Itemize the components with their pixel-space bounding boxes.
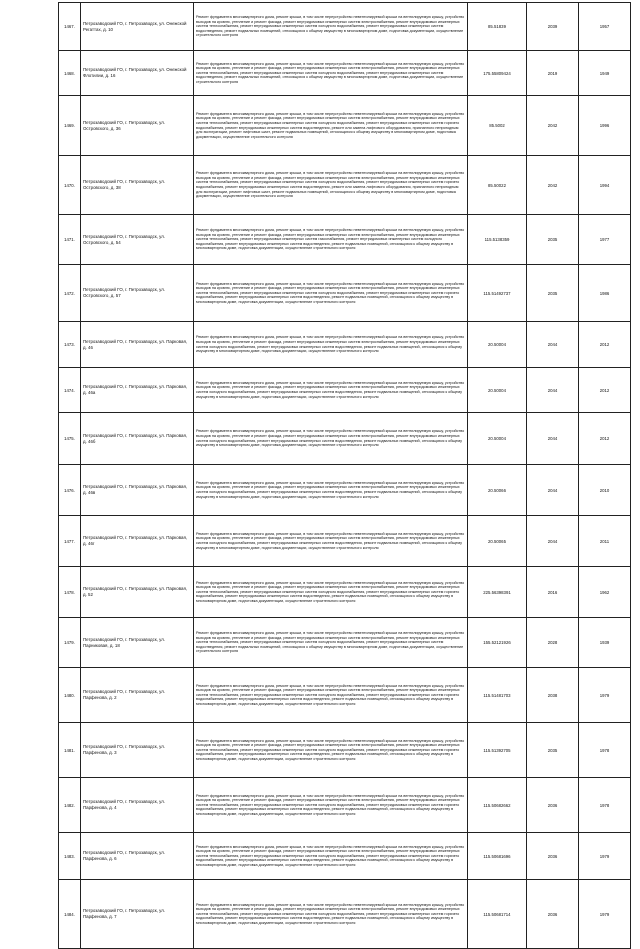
- row-number: 1475.: [59, 413, 81, 465]
- row-address: Петрозаводский ГО, г. Петрозаводск, ул. Парфенова, д. 4: [81, 778, 194, 833]
- row-plan-year: 2035: [527, 265, 579, 322]
- row-works-list: Ремонт фундамента многоквартирного дома, ремонт крыши, в том числе переустройство невентилируемой крыши на вентилируемую крышу, устройство выходов на кровлю, утепление и ремонт фасада, ремонт внутридомовых инженерных систем электроснабжения, ремонт внутридомовых инженерных систем теплоснабжения, ремонт внутридомовых инженерных систем холодного водоснабжения, ремонт внутридомовых инженерных систем горячего водоснабжения, ремонт внутридомовых инженерных систем водоотведения, ремонт подвальных помещений, относящихся к общему имуществу в многоквартирном доме, подготовка документации, осуществление строительного контроля: [194, 778, 468, 833]
- row-works-list: Ремонт фундамента многоквартирного дома, ремонт крыши, в том числе переустройство невентилируемой крыши на вентилируемую крышу, устройство выходов на кровлю, утепление и ремонт фасада, ремонт внутридомовых инженерных систем электроснабжения, ремонт внутридомовых инженерных систем холодного водоснабжения, ремонт внутридомовых инженерных систем водоотведения, ремонт подвальных помещений, относящихся к общему имуществу в многоквартирном доме, подготовка документации, осуществление строительного контроля: [194, 368, 468, 413]
- row-works-list: Ремонт фундамента многоквартирного дома, ремонт крыши, в том числе переустройство невентилируемой крыши на вентилируемую крышу, устройство выходов на кровлю, утепление и ремонт фасада, ремонт внутридомовых инженерных систем электроснабжения, ремонт внутридомовых инженерных систем теплоснабжения, ремонт внутридомовых инженерных систем холодного водоснабжения, ремонт внутридомовых инженерных систем горячего водоснабжения, ремонт внутридомовых инженерных систем водоотведения, ремонт подвальных помещений, относящихся к общему имуществу в многоквартирном доме, подготовка документации, осуществление строительного контроля: [194, 265, 468, 322]
- row-build-year: 1957: [579, 3, 631, 51]
- row-address: Петрозаводский ГО, г. Петрозаводск, ул. Онежской Флотилии, д. 16: [81, 51, 194, 96]
- table-row: [59, 778, 631, 833]
- table-row: [59, 516, 631, 567]
- row-build-year: 1978: [579, 778, 631, 833]
- row-number: 1473.: [59, 322, 81, 368]
- row-address: Петрозаводский ГО, г. Петрозаводск, ул. Парковая, д. 46: [81, 322, 194, 368]
- table-row: [59, 567, 631, 618]
- row-build-year: 1994: [579, 156, 631, 215]
- row-number: 1468.: [59, 51, 81, 96]
- table-row: [59, 322, 631, 368]
- row-number: 1467.: [59, 3, 81, 51]
- table-row: [59, 265, 631, 322]
- row-build-year: 1978: [579, 723, 631, 778]
- row-works-list: Ремонт фундамента многоквартирного дома, ремонт крыши, в том числе переустройство невентилируемой крыши на вентилируемую крышу, устройство выходов на кровлю, утепление и ремонт фасада, ремонт внутридомовых инженерных систем электроснабжения, ремонт внутридомовых инженерных систем холодного водоснабжения, ремонт внутридомовых инженерных систем водоотведения, ремонт подвальных помещений, относящихся к общему имуществу в многоквартирном доме, подготовка документации, осуществление строительного контроля: [194, 322, 468, 368]
- row-plan-year: 2019: [527, 51, 579, 96]
- row-cost: 20.50004: [468, 322, 527, 368]
- row-plan-year: 2036: [527, 880, 579, 949]
- register-body: [59, 3, 631, 949]
- row-works-list: Ремонт фундамента многоквартирного дома, ремонт крыши, в том числе переустройство невентилируемой крыши на вентилируемую крышу, устройство выходов на кровлю, утепление и ремонт фасада, ремонт внутридомовых инженерных систем электроснабжения, ремонт внутридомовых инженерных систем холодного водоснабжения, ремонт внутридомовых инженерных систем водоотведения, ремонт подвальных помещений, относящихся к общему имуществу в многоквартирном доме, подготовка документации, осуществление строительного контроля: [194, 413, 468, 465]
- row-plan-year: 2042: [527, 96, 579, 156]
- row-cost: 115.5138359: [468, 215, 527, 265]
- row-address: Петрозаводский ГО, г. Петрозаводск, ул. Островского, д. 54: [81, 215, 194, 265]
- row-number: 1479.: [59, 618, 81, 668]
- row-plan-year: 2044: [527, 413, 579, 465]
- row-number: 1472.: [59, 265, 81, 322]
- row-works-list: Ремонт фундамента многоквартирного дома, ремонт крыши, в том числе переустройство невентилируемой крыши на вентилируемую крышу, устройство выходов на кровлю, утепление и ремонт фасада, ремонт внутридомовых инженерных систем электроснабжения, ремонт внутридомовых инженерных систем теплоснабжения, ремонт внутридомовых инженерных систем холодного водоснабжения, ремонт внутридомовых инженерных систем горячего водоснабжения, ремонт внутридомовых инженерных систем водоотведения, ремонт подвальных помещений, относящихся к общему имуществу в многоквартирном доме, подготовка документации, осуществление строительного контроля: [194, 567, 468, 618]
- row-number: 1469.: [59, 96, 81, 156]
- row-plan-year: 2035: [527, 723, 579, 778]
- row-works-list: Ремонт фундамента многоквартирного дома, ремонт крыши, в том числе переустройство невентилируемой крыши на вентилируемую крышу, устройство выходов на кровлю, утепление и ремонт фасада, ремонт внутридомовых инженерных систем электроснабжения, ремонт внутридомовых инженерных систем теплоснабжения, ремонт внутридомовых инженерных систем холодного водоснабжения, ремонт внутридомовых инженерных систем водоотведения, ремонт подвальных помещений, относящихся к общему имуществу в многоквартирном доме, подготовка документации, осуществление строительного контроля: [194, 3, 468, 51]
- row-works-list: Ремонт фундамента многоквартирного дома, ремонт крыши, в том числе переустройство невентилируемой крыши на вентилируемую крышу, устройство выходов на кровлю, утепление и ремонт фасада, ремонт внутридомовых инженерных систем электроснабжения, ремонт внутридомовых инженерных систем теплоснабжения, ремонт внутридомовых инженерных систем холодного водоснабжения, ремонт внутридомовых инженерных систем горячего водоснабжения, ремонт внутридомовых инженерных систем водоотведения, ремонт или замена лифтового оборудования, признанного непригодным для эксплуатации, ремонт лифтовых шахт, ремонт подвальных помещений, относящихся к общему имуществу в многоквартирном доме, подготовка документации, осуществление строительного контроля: [194, 156, 468, 215]
- row-cost: 85.50022: [468, 156, 527, 215]
- row-works-list: Ремонт фундамента многоквартирного дома, ремонт крыши, в том числе переустройство невентилируемой крыши на вентилируемую крышу, устройство выходов на кровлю, утепление и ремонт фасада, ремонт внутридомовых инженерных систем электроснабжения, ремонт внутридомовых инженерных систем теплоснабжения, ремонт внутридомовых инженерных систем холодного водоснабжения, ремонт внутридомовых инженерных систем горячего водоснабжения, ремонт внутридомовых инженерных систем водоотведения, ремонт или замена лифтового оборудования, признанного непригодным для эксплуатации, ремонт лифтовых шахт, ремонт подвальных помещений, относящихся к общему имуществу в многоквартирном доме, подготовка документации, осуществление строительного контроля: [194, 96, 468, 156]
- row-number: 1477.: [59, 516, 81, 567]
- table-row: [59, 723, 631, 778]
- row-address: Петрозаводский ГО, г. Петрозаводск, ул. Парфенова, д. 6: [81, 833, 194, 880]
- row-number: 1484.: [59, 880, 81, 949]
- row-plan-year: 2044: [527, 465, 579, 516]
- row-cost: 85.5002: [468, 96, 527, 156]
- row-number: 1476.: [59, 465, 81, 516]
- table-row: [59, 51, 631, 96]
- row-build-year: 1979: [579, 880, 631, 949]
- row-cost: 225.56398391: [468, 567, 527, 618]
- row-build-year: 1979: [579, 668, 631, 723]
- row-plan-year: 2028: [527, 618, 579, 668]
- row-plan-year: 2044: [527, 322, 579, 368]
- table-row: [59, 413, 631, 465]
- row-number: 1480.: [59, 668, 81, 723]
- row-plan-year: 2044: [527, 368, 579, 413]
- row-build-year: 2012: [579, 322, 631, 368]
- row-plan-year: 2044: [527, 516, 579, 567]
- row-works-list: Ремонт фундамента многоквартирного дома, ремонт крыши, в том числе переустройство невентилируемой крыши на вентилируемую крышу, устройство выходов на кровлю, утепление и ремонт фасада, ремонт внутридомовых инженерных систем электроснабжения, ремонт внутридомовых инженерных систем теплоснабжения, ремонт внутридомовых инженерных систем газоснабжения, ремонт внутридомовых инженерных систем холодного водоснабжения, ремонт внутридомовых инженерных систем водоотведения, ремонт подвальных помещений, относящихся к общему имуществу в многоквартирном доме, подготовка документации, осуществление строительного контроля: [194, 215, 468, 265]
- row-address: Петрозаводский ГО, г. Петрозаводск, ул. Парковая, д. 46а: [81, 368, 194, 413]
- row-build-year: 1949: [579, 51, 631, 96]
- row-works-list: Ремонт фундамента многоквартирного дома, ремонт крыши, в том числе переустройство невентилируемой крыши на вентилируемую крышу, устройство выходов на кровлю, утепление и ремонт фасада, ремонт внутридомовых инженерных систем электроснабжения, ремонт внутридомовых инженерных систем теплоснабжения, ремонт внутридомовых инженерных систем холодного водоснабжения, ремонт внутридомовых инженерных систем горячего водоснабжения, ремонт внутридомовых инженерных систем водоотведения, ремонт подвальных помещений, относящихся к общему имуществу в многоквартирном доме, подготовка документации, осуществление строительного контроля: [194, 880, 468, 949]
- row-number: 1471.: [59, 215, 81, 265]
- row-plan-year: 2036: [527, 778, 579, 833]
- table-row: [59, 96, 631, 156]
- row-address: Петрозаводский ГО, г. Петрозаводск, ул. Парфенова, д. 7: [81, 880, 194, 949]
- row-cost: 155.52121926: [468, 618, 527, 668]
- row-cost: 115.51492737: [468, 265, 527, 322]
- table-row: [59, 668, 631, 723]
- table-row: [59, 215, 631, 265]
- row-plan-year: 2038: [527, 668, 579, 723]
- row-cost: 115.50681696: [468, 833, 527, 880]
- row-plan-year: 2036: [527, 833, 579, 880]
- table-row: [59, 3, 631, 51]
- row-works-list: Ремонт фундамента многоквартирного дома, ремонт крыши, в том числе переустройство невентилируемой крыши на вентилируемую крышу, устройство выходов на кровлю, утепление и ремонт фасада, ремонт внутридомовых инженерных систем электроснабжения, ремонт внутридомовых инженерных систем теплоснабжения, ремонт внутридомовых инженерных систем холодного водоснабжения, ремонт внутридомовых инженерных систем горячего водоснабжения, ремонт внутридомовых инженерных систем водоотведения, ремонт подвальных помещений, относящихся к общему имуществу в многоквартирном доме, подготовка документации, осуществление строительного контроля: [194, 833, 468, 880]
- row-works-list: Ремонт фундамента многоквартирного дома, ремонт крыши, в том числе переустройство невентилируемой крыши на вентилируемую крышу, устройство выходов на кровлю, утепление и ремонт фасада, ремонт внутридомовых инженерных систем электроснабжения, ремонт внутридомовых инженерных систем холодного водоснабжения, ремонт внутридомовых инженерных систем водоотведения, ремонт подвальных помещений, относящихся к общему имуществу в многоквартирном доме, подготовка документации, осуществление строительного контроля: [194, 465, 468, 516]
- table-row: [59, 833, 631, 880]
- row-number: 1478.: [59, 567, 81, 618]
- row-address: Петрозаводский ГО, г. Петрозаводск, ул. Парниковая, д. 18: [81, 618, 194, 668]
- row-build-year: 1986: [579, 265, 631, 322]
- row-number: 1481.: [59, 723, 81, 778]
- row-works-list: Ремонт фундамента многоквартирного дома, ремонт крыши, в том числе переустройство невентилируемой крыши на вентилируемую крышу, устройство выходов на кровлю, утепление и ремонт фасада, ремонт внутридомовых инженерных систем электроснабжения, ремонт внутридомовых инженерных систем теплоснабжения, ремонт внутридомовых инженерных систем холодного водоснабжения, ремонт внутридомовых инженерных систем водоотведения, ремонт подвальных помещений, относящихся к общему имуществу в многоквартирном доме, подготовка документации, осуществление строительного контроля: [194, 618, 468, 668]
- row-number: 1470.: [59, 156, 81, 215]
- row-build-year: 2012: [579, 413, 631, 465]
- document-page: [58, 2, 630, 949]
- row-build-year: 1996: [579, 96, 631, 156]
- table-row: [59, 465, 631, 516]
- row-build-year: 1979: [579, 833, 631, 880]
- row-plan-year: 2039: [527, 3, 579, 51]
- row-works-list: Ремонт фундамента многоквартирного дома, ремонт крыши, в том числе переустройство невентилируемой крыши на вентилируемую крышу, устройство выходов на кровлю, утепление и ремонт фасада, ремонт внутридомовых инженерных систем электроснабжения, ремонт внутридомовых инженерных систем холодного водоснабжения, ремонт внутридомовых инженерных систем водоотведения, ремонт подвальных помещений, относящихся к общему имуществу в многоквартирном доме, подготовка документации, осуществление строительного контроля: [194, 516, 468, 567]
- row-build-year: 1977: [579, 215, 631, 265]
- row-build-year: 2012: [579, 368, 631, 413]
- row-address: Петрозаводский ГО, г. Петрозаводск, ул. Парковая, д. 46г: [81, 516, 194, 567]
- row-cost: 115.51392705: [468, 723, 527, 778]
- table-row: [59, 156, 631, 215]
- table-row: [59, 368, 631, 413]
- row-cost: 115.51481703: [468, 668, 527, 723]
- row-plan-year: 2016: [527, 567, 579, 618]
- row-works-list: Ремонт фундамента многоквартирного дома, ремонт крыши, в том числе переустройство невентилируемой крыши на вентилируемую крышу, устройство выходов на кровлю, утепление и ремонт фасада, ремонт внутридомовых инженерных систем электроснабжения, ремонт внутридомовых инженерных систем теплоснабжения, ремонт внутридомовых инженерных систем холодного водоснабжения, ремонт внутридомовых инженерных систем горячего водоснабжения, ремонт внутридомовых инженерных систем водоотведения, ремонт подвальных помещений, относящихся к общему имуществу в многоквартирном доме, подготовка документации, осуществление строительного контроля: [194, 668, 468, 723]
- capital-repair-register-table: [58, 2, 631, 949]
- row-cost: 20.50004: [468, 413, 527, 465]
- row-cost: 115.50681714: [468, 880, 527, 949]
- row-address: Петрозаводский ГО, г. Петрозаводск, ул. Парковая, д. 46б: [81, 413, 194, 465]
- row-number: 1482.: [59, 778, 81, 833]
- row-number: 1483.: [59, 833, 81, 880]
- row-build-year: 1962: [579, 567, 631, 618]
- row-address: Петрозаводский ГО, г. Петрозаводск, ул. Онежской Регаттах, д. 10: [81, 3, 194, 51]
- row-works-list: Ремонт фундамента многоквартирного дома, ремонт крыши, в том числе переустройство невентилируемой крыши на вентилируемую крышу, устройство выходов на кровлю, утепление и ремонт фасада, ремонт внутридомовых инженерных систем электроснабжения, ремонт внутридомовых инженерных систем теплоснабжения, ремонт внутридомовых инженерных систем холодного водоснабжения, ремонт внутридомовых инженерных систем горячего водоснабжения, ремонт внутридомовых инженерных систем водоотведения, ремонт подвальных помещений, относящихся к общему имуществу в многоквартирном доме, подготовка документации, осуществление строительного контроля: [194, 723, 468, 778]
- row-address: Петрозаводский ГО, г. Петрозаводск, ул. Островского, д. 57: [81, 265, 194, 322]
- row-plan-year: 2042: [527, 156, 579, 215]
- row-build-year: 2011: [579, 516, 631, 567]
- row-cost: 20.50066: [468, 465, 527, 516]
- row-cost: 20.50065: [468, 516, 527, 567]
- row-address: Петрозаводский ГО, г. Петрозаводск, ул. Парфенова, д. 3: [81, 723, 194, 778]
- row-address: Петрозаводский ГО, г. Петрозаводск, ул. Островского, д. 36: [81, 96, 194, 156]
- row-cost: 175.55809424: [468, 51, 527, 96]
- table-row: [59, 618, 631, 668]
- row-cost: 20.50004: [468, 368, 527, 413]
- row-cost: 115.50682662: [468, 778, 527, 833]
- table-row: [59, 880, 631, 949]
- row-cost: 85.51839: [468, 3, 527, 51]
- row-number: 1474.: [59, 368, 81, 413]
- row-works-list: Ремонт фундамента многоквартирного дома, ремонт крыши, в том числе переустройство невентилируемой крыши на вентилируемую крышу, устройство выходов на кровлю, утепление и ремонт фасада, ремонт внутридомовых инженерных систем электроснабжения, ремонт внутридомовых инженерных систем теплоснабжения, ремонт внутридомовых инженерных систем холодного водоснабжения, ремонт внутридомовых инженерных систем водоотведения, ремонт подвальных помещений, относящихся к общему имуществу в многоквартирном доме, подготовка документации, осуществление строительного контроля: [194, 51, 468, 96]
- row-address: Петрозаводский ГО, г. Петрозаводск, ул. Парфенова, д. 2: [81, 668, 194, 723]
- row-plan-year: 2035: [527, 215, 579, 265]
- row-address: Петрозаводский ГО, г. Петрозаводск, ул. Парковая, д. 52: [81, 567, 194, 618]
- row-build-year: 1939: [579, 618, 631, 668]
- row-build-year: 2010: [579, 465, 631, 516]
- row-address: Петрозаводский ГО, г. Петрозаводск, ул. Парковая, д. 46в: [81, 465, 194, 516]
- row-address: Петрозаводский ГО, г. Петрозаводск, ул. Островского, д. 38: [81, 156, 194, 215]
